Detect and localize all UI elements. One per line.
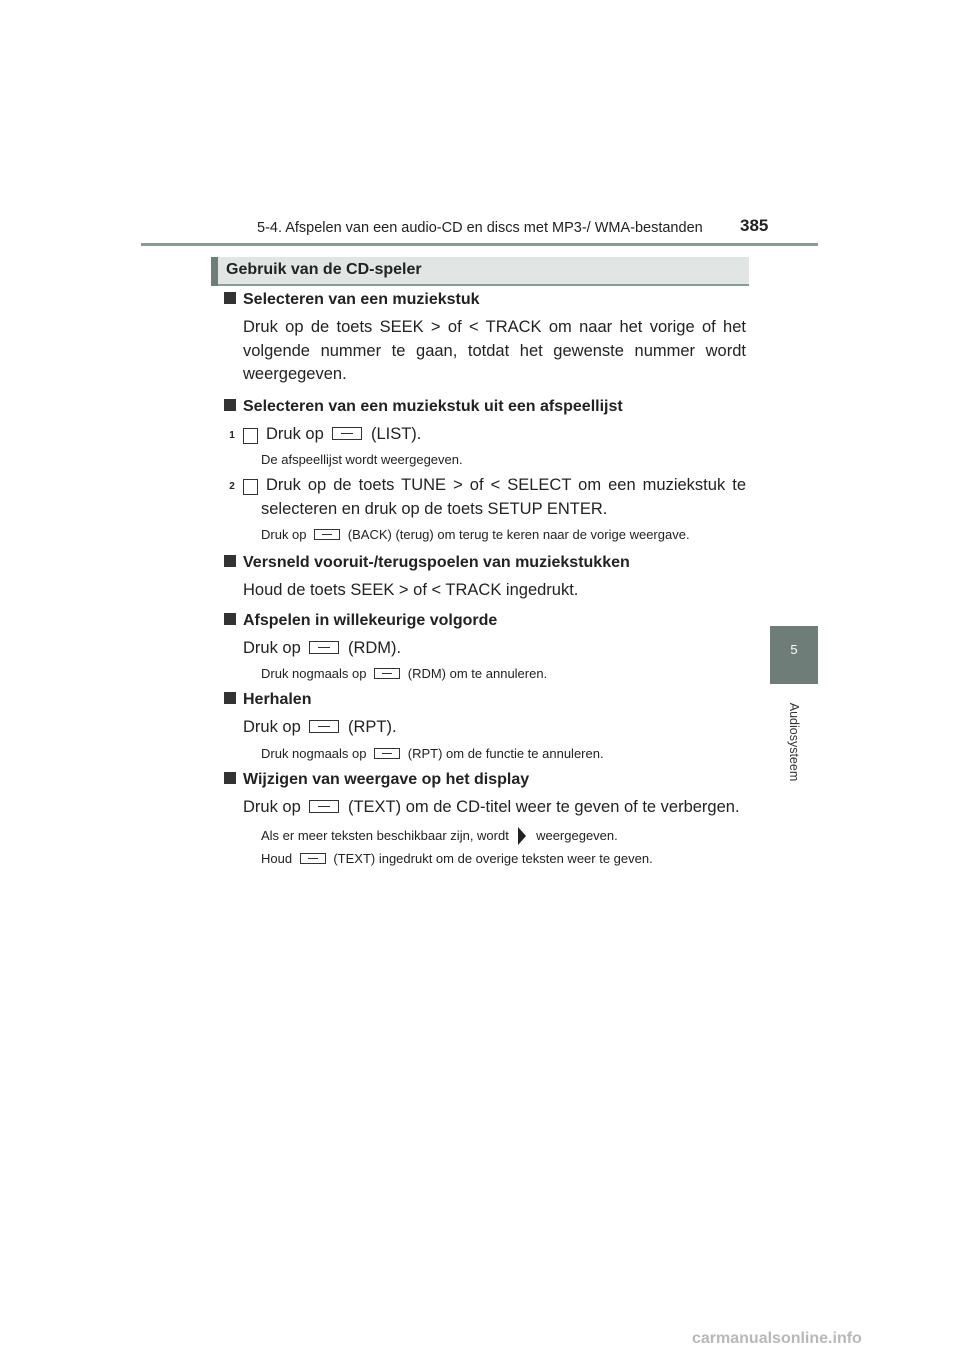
content-area (224, 290, 746, 867)
block-heading (224, 690, 746, 710)
watermark: carmanualsonline.info (692, 1330, 862, 1347)
note-text-part: Druk nogmaals op (261, 745, 367, 761)
block-fast-forward (224, 553, 746, 603)
step-2 (224, 474, 746, 521)
note-text-part: (TEXT) ingedrukt om de overige teksten weer te geven. (333, 851, 653, 866)
heading-text: Herhalen (243, 691, 312, 708)
body-text: Houd de toets SEEK > of < TRACK ingedrukt. (243, 581, 579, 599)
note-text-part: Houd (261, 851, 293, 866)
square-bullet-icon (224, 399, 236, 411)
square-bullet-icon (224, 772, 236, 784)
step-number-1: 1 (243, 428, 258, 444)
note-text (224, 745, 746, 762)
list-button-icon (332, 427, 362, 440)
body-text-part: Druk op (243, 797, 301, 816)
note-text-part: (BACK) (terug) om terug te keren naar de vorige weergave. (347, 527, 690, 542)
block-heading (224, 611, 746, 631)
block-random (224, 611, 746, 683)
heading-text: Afspelen in willekeurige volgorde (243, 611, 498, 629)
note-text (224, 526, 746, 543)
rdm-button-icon (374, 668, 400, 679)
body-text-part: Druk op (243, 718, 301, 736)
rpt-button-icon (374, 748, 400, 759)
chapter-side-label: Audiosysteem (787, 702, 801, 782)
body-text-part: (TEXT) om de CD-titel weer te geven of te verbergen. (347, 797, 740, 816)
block-select-track (224, 290, 746, 387)
section-title: Gebruik van de CD-speler (226, 261, 422, 278)
square-bullet-icon (224, 692, 236, 704)
note-text-part: Druk nogmaals op (261, 666, 367, 681)
chapter-tab-number: 5 (790, 642, 798, 657)
block-heading (224, 770, 746, 790)
block-heading (224, 397, 746, 417)
heading-text: Versneld vooruit-/terugspoelen van muziekstukken (243, 554, 630, 571)
body-text (224, 796, 746, 820)
chapter-header: 5-4. Afspelen van een audio-CD en discs met MP3-/ WMA-bestanden (257, 220, 703, 236)
body-text-part: (RPT). (347, 718, 397, 736)
block-display-text (224, 770, 746, 868)
note-text-part: Druk op (261, 527, 307, 542)
note-text: De afspeellijst wordt weergegeven. (261, 452, 463, 467)
note-text-part: (RDM) om te annuleren. (407, 666, 548, 681)
step-text: (LIST). (370, 424, 422, 443)
step-1 (224, 423, 746, 447)
square-bullet-icon (224, 555, 236, 567)
block-heading (224, 290, 746, 310)
header-rule (141, 243, 818, 246)
section-accent (211, 257, 218, 286)
block-repeat (224, 690, 746, 762)
step-text: Druk op de toets TUNE > of < SELECT om een muziekstuk te selecteren en druk op de toets SETUP ENTER. (261, 476, 746, 518)
note-text (224, 827, 746, 845)
body-text: Druk op de toets SEEK > of < TRACK om naar het vorige of het volgende nummer te gaan, totdat het gewenste nummer wordt weergegeven. (243, 318, 746, 383)
step-number-2: 2 (243, 479, 258, 495)
note-text-part: weergegeven. (536, 828, 618, 843)
rpt-button-icon (309, 720, 339, 733)
rdm-button-icon (309, 641, 339, 654)
body-text (224, 716, 746, 740)
heading-text: Selecteren van een muziekstuk uit een afspeellijst (243, 397, 623, 415)
text-button-icon (309, 800, 339, 813)
square-bullet-icon (224, 292, 236, 304)
body-text-part: Druk op (243, 638, 301, 657)
heading-text: Wijzigen van weergave op het display (243, 770, 530, 788)
block-playlist (224, 397, 746, 544)
text-button-icon (300, 853, 326, 864)
square-bullet-icon (224, 613, 236, 625)
note-text-part: (RPT) om de functie te annuleren. (407, 745, 604, 761)
heading-text: Selecteren van een muziekstuk (243, 291, 480, 308)
step-text: Druk op (266, 424, 324, 443)
more-text-arrow-icon (518, 827, 526, 845)
note-text (224, 665, 746, 682)
body-text-part: (RDM). (347, 638, 402, 657)
body-text (224, 637, 746, 661)
back-button-icon (314, 529, 340, 540)
block-heading (224, 553, 746, 573)
page-number: 385 (740, 216, 769, 235)
note-text (224, 850, 746, 867)
section-heading-bar (211, 257, 749, 286)
note-text-part: Als er meer teksten beschikbaar zijn, wordt (261, 828, 509, 843)
